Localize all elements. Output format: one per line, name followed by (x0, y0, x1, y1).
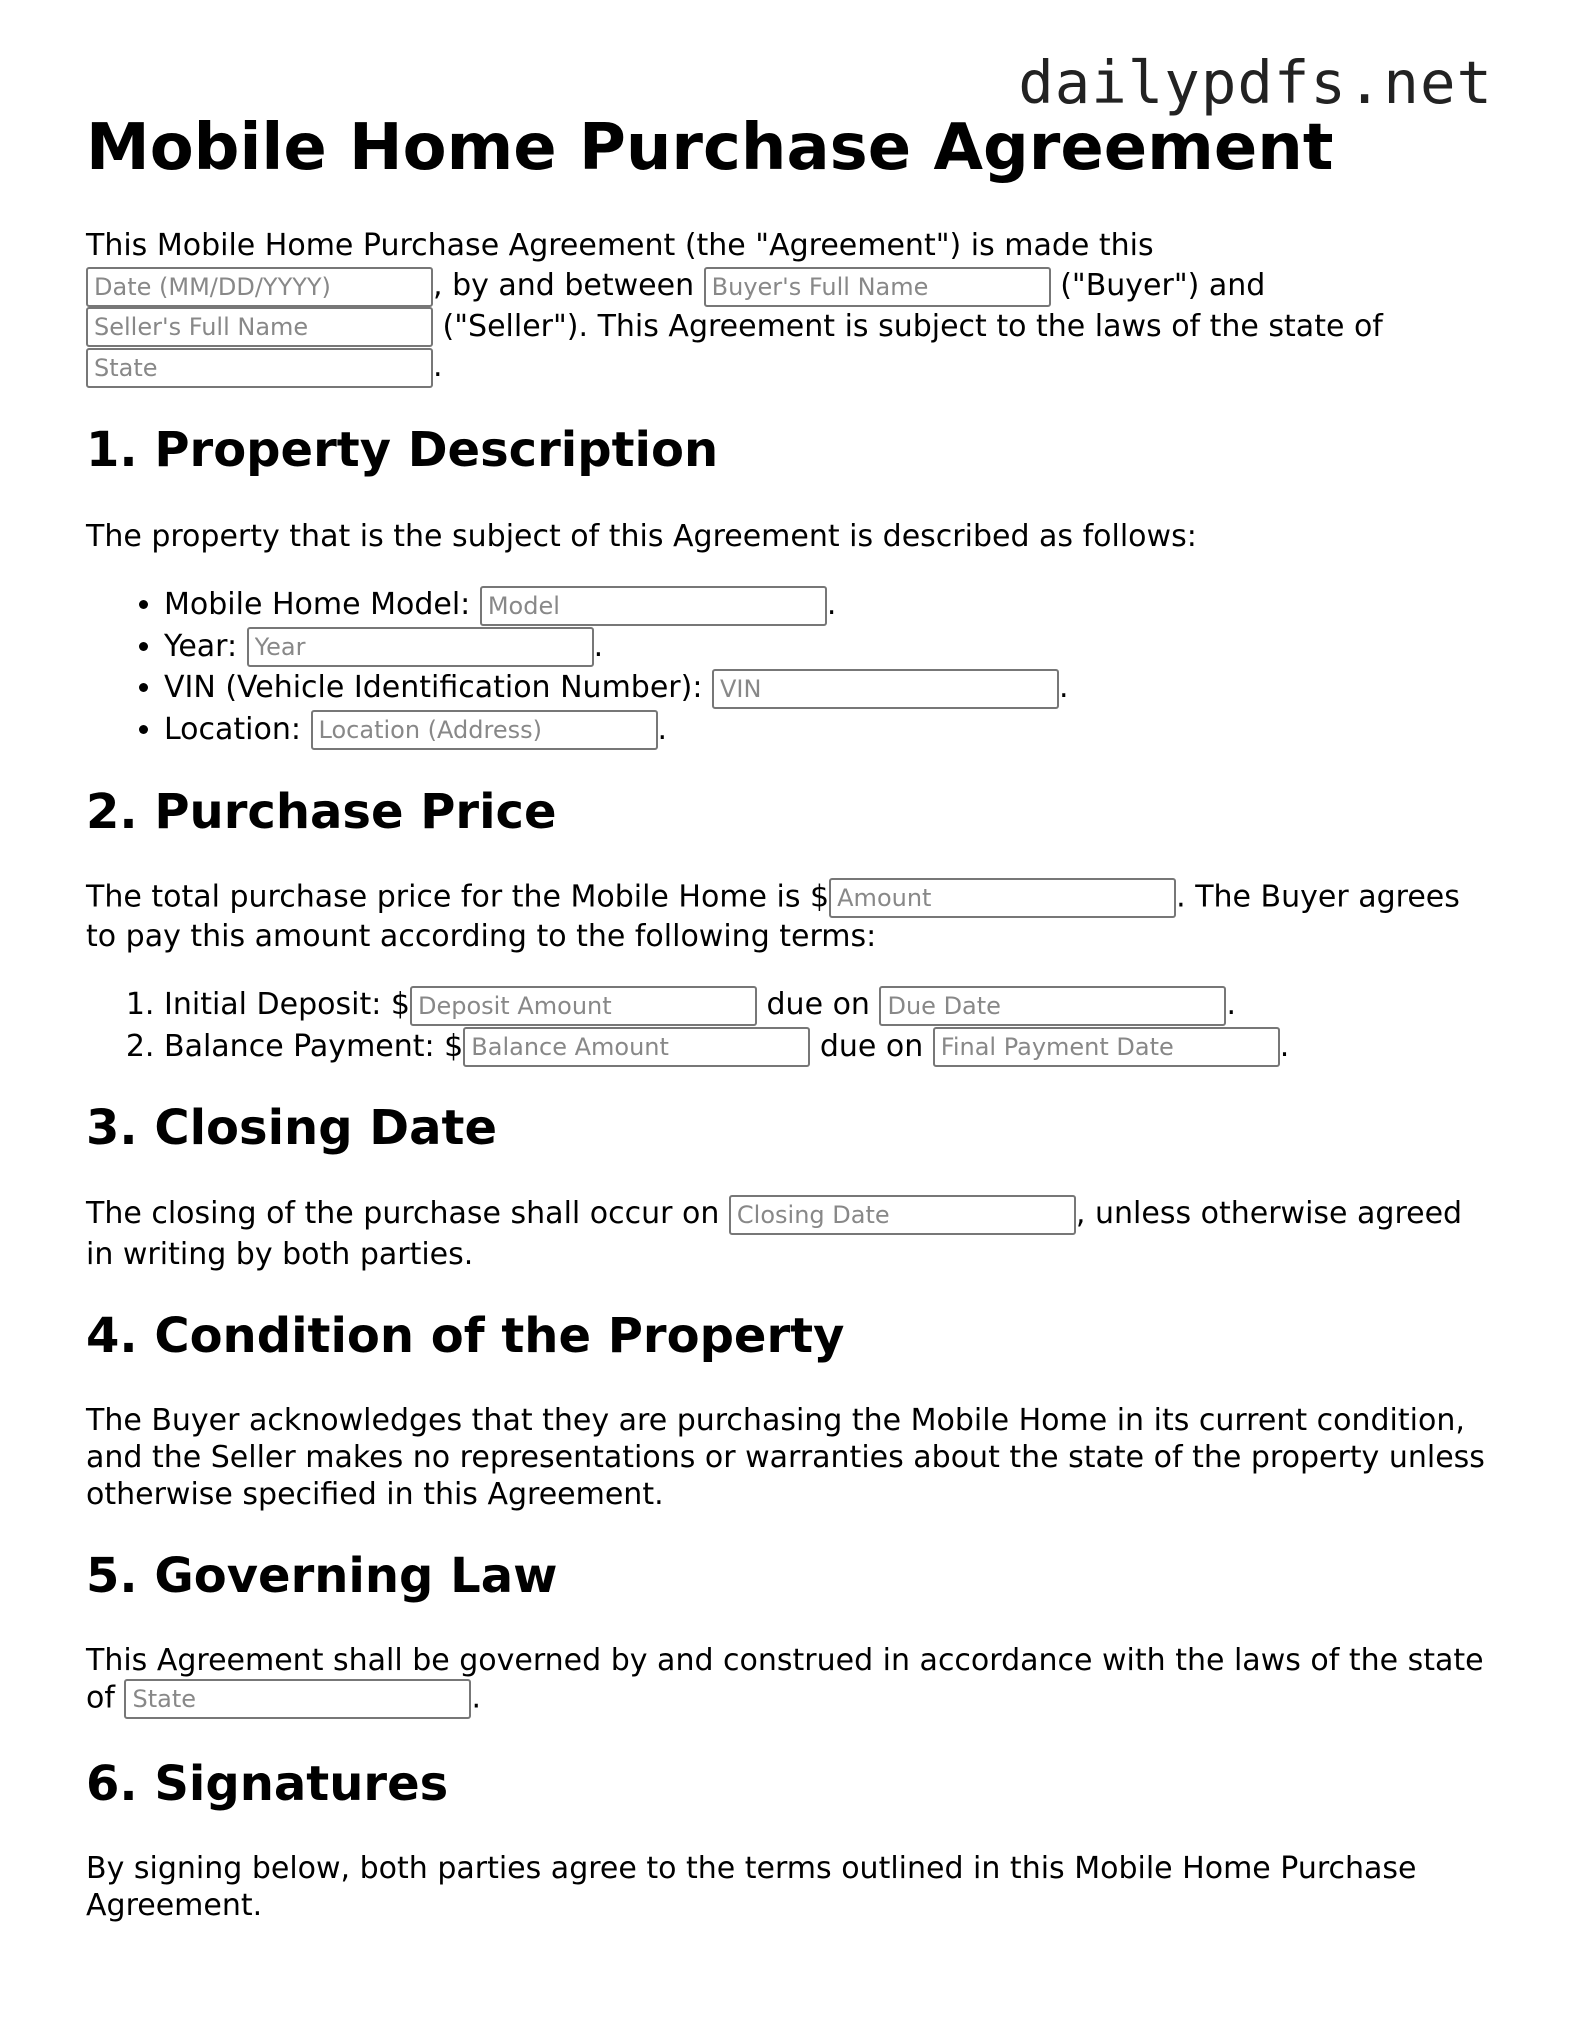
page-title: Mobile Home Purchase Agreement (86, 111, 1334, 185)
final-payment-date-input[interactable] (933, 1027, 1280, 1067)
period: . (826, 587, 837, 622)
section-5-text (86, 1642, 1496, 1719)
deposit-amount-input[interactable] (410, 986, 757, 1026)
due-on-text: due on (819, 1028, 924, 1064)
intro-text-5: . (433, 349, 443, 384)
list-item (164, 584, 1494, 626)
price-text-2: . The Buyer agrees to pay this amount according to the following terms: (86, 879, 1460, 954)
deposit-label: Initial Deposit: $ (164, 987, 410, 1022)
list-item (164, 667, 1494, 709)
price-text-1: The total purchase price for the Mobile Home is $ (86, 879, 830, 915)
amount-input[interactable] (829, 878, 1176, 918)
due-on-text: due on (766, 987, 870, 1022)
section-4-heading: 4. Condition of the Property (86, 1308, 845, 1364)
period: . (1058, 670, 1069, 705)
section-1-text: The property that is the subject of this Agreement is described as follows: (86, 519, 1197, 554)
vin-input[interactable] (712, 669, 1059, 709)
intro-text-1: This Mobile Home Purchase Agreement (the "Agreement") is made this (86, 228, 1154, 263)
period: . (1279, 1028, 1290, 1064)
law-text-1: This Agreement shall be governed by and construed in accordance with the laws of the state of (86, 1643, 1484, 1716)
governing-state-input[interactable] (124, 1679, 471, 1719)
list-item (164, 709, 1494, 751)
intro-text-3: ("Buyer") and (1060, 268, 1266, 303)
model-label: Mobile Home Model: (164, 587, 471, 622)
intro-paragraph (86, 226, 1496, 388)
year-label: Year: (164, 628, 238, 664)
section-2-heading: 2. Purchase Price (86, 784, 557, 840)
list-item (164, 626, 1494, 668)
closing-date-input[interactable] (729, 1195, 1076, 1235)
intro-text-2: , by and between (433, 268, 695, 303)
law-text-2: . (471, 1680, 482, 1716)
closing-text-1: The closing of the purchase shall occur on (86, 1196, 720, 1231)
period: . (657, 711, 668, 747)
payment-terms-list (86, 984, 1494, 1067)
section-4-text: The Buyer acknowledges that they are purchasing the Mobile Home in its current condition, and the Seller makes no representations or warranties about the state of the property unless otherwise specified in this Agreement. (86, 1403, 1485, 1512)
year-input[interactable] (247, 627, 594, 667)
section-1-heading: 1. Property Description (86, 422, 719, 478)
period: . (593, 628, 604, 664)
section-6-text: By signing below, both parties agree to the terms outlined in this Mobile Home Purchase Agreement. (86, 1851, 1417, 1923)
vin-label: VIN (Vehicle Identification Number): (164, 670, 703, 705)
period: . (1226, 987, 1237, 1022)
section-3-heading: 3. Closing Date (86, 1100, 497, 1156)
intro-text-4: ("Seller"). This Agreement is subject to the laws of the state of (442, 308, 1383, 344)
section-5-heading: 5. Governing Law (86, 1548, 558, 1604)
intro-state-input[interactable] (86, 348, 433, 388)
list-item (164, 1026, 1494, 1068)
due-date-input[interactable] (879, 986, 1226, 1026)
location-label: Location: (164, 711, 301, 747)
section-6-heading: 6. Signatures (86, 1756, 449, 1812)
model-input[interactable] (480, 586, 827, 626)
buyer-name-input[interactable] (704, 267, 1051, 307)
watermark: dailypdfs.net (1018, 48, 1493, 117)
location-input[interactable] (311, 710, 658, 750)
property-list (86, 584, 1494, 750)
closing-text-2: , unless otherwise agreed in writing by both parties. (86, 1196, 1463, 1272)
section-3-text (86, 1194, 1496, 1275)
section-2-text (86, 878, 1496, 955)
balance-label: Balance Payment: $ (164, 1028, 464, 1064)
list-item (164, 984, 1494, 1026)
seller-name-input[interactable] (86, 307, 433, 347)
agreement-date-input[interactable] (86, 267, 433, 307)
balance-amount-input[interactable] (463, 1027, 810, 1067)
